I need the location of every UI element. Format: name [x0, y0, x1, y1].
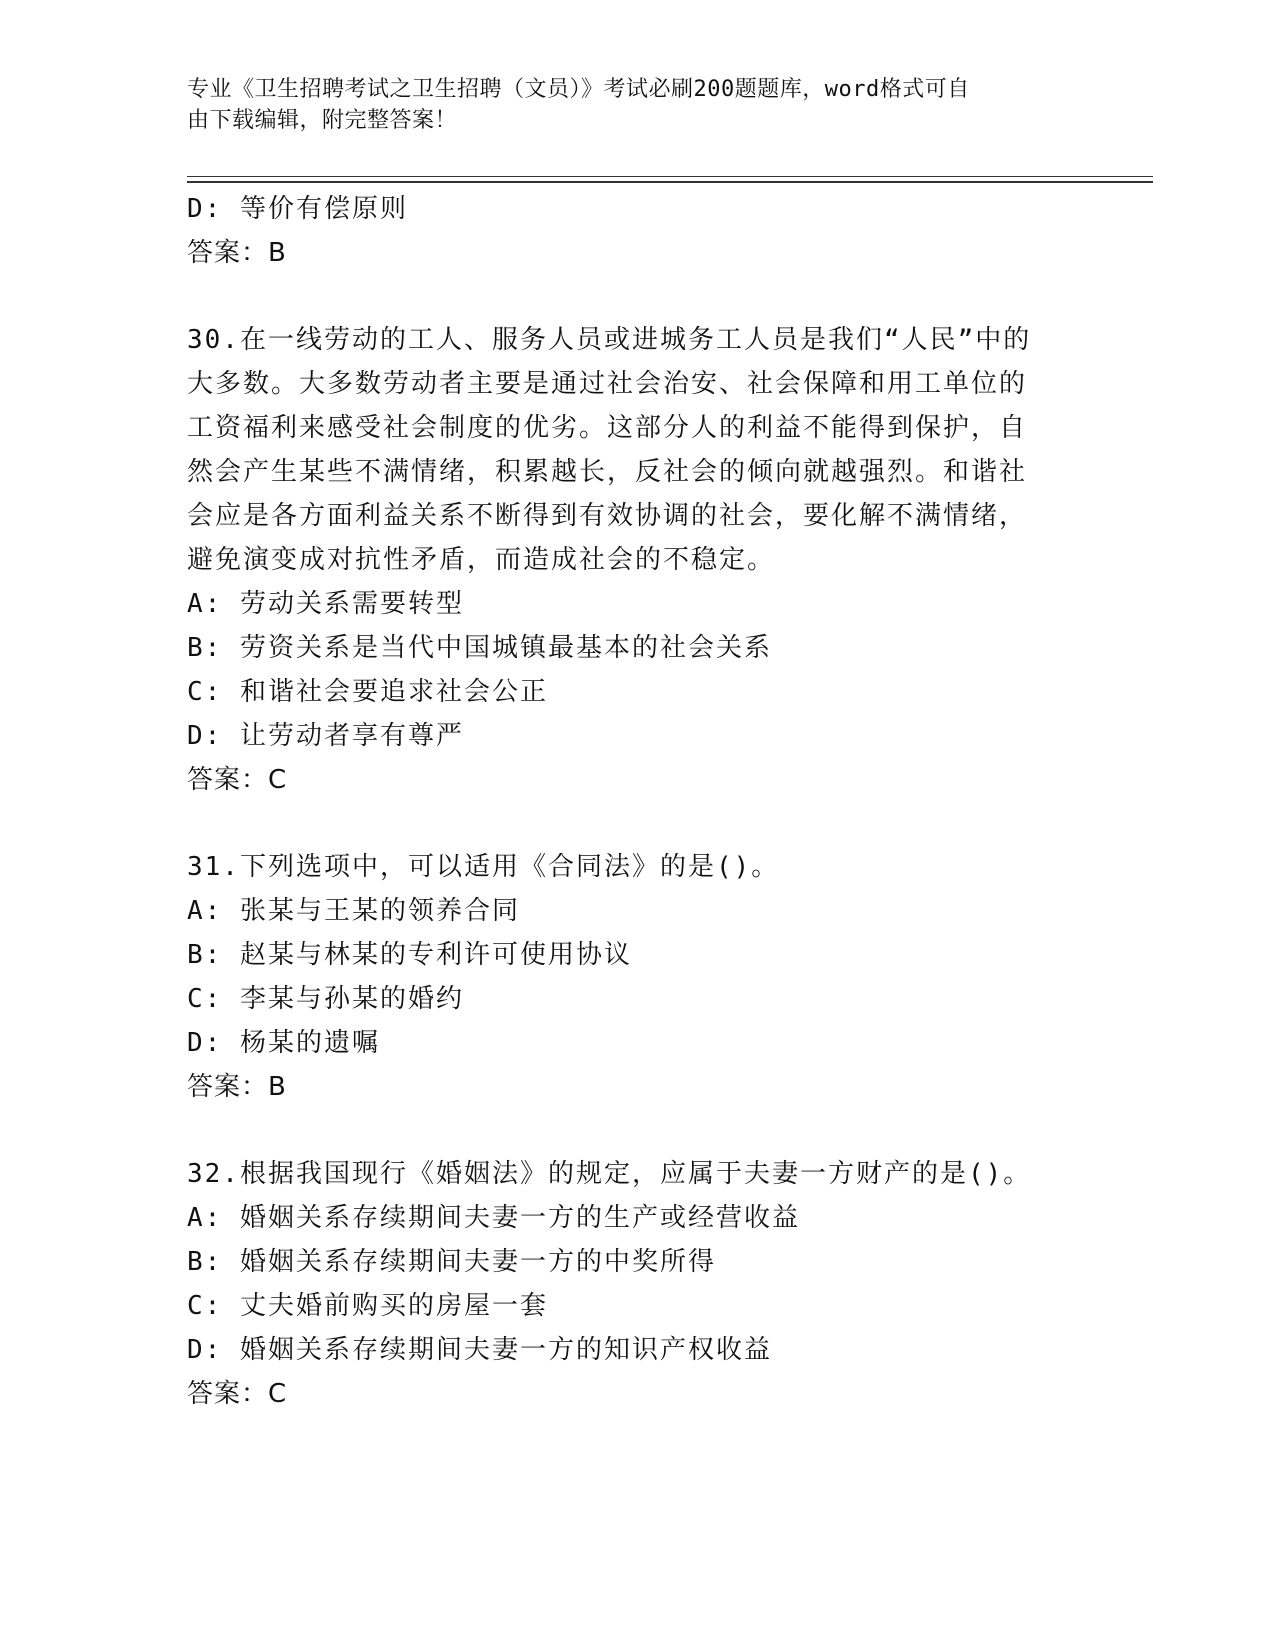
question-stem-line: 大多数。大多数劳动者主要是通过社会治安、社会保障和用工单位的	[187, 369, 1028, 399]
option-d: D: 杨某的遗嘱	[187, 1028, 380, 1058]
question-stem-line: 避免演变成对抗性矛盾，而造成社会的不稳定。	[187, 545, 776, 575]
option-b: B: 赵某与林某的专利许可使用协议	[187, 940, 632, 970]
answer-line: 答案：B	[187, 1072, 287, 1102]
option-a: A: 婚姻关系存续期间夫妻一方的生产或经营收益	[187, 1203, 800, 1233]
question-stem: 31.下列选项中，可以适用《合同法》的是()。	[187, 852, 780, 882]
option-c: C: 李某与孙某的婚约	[187, 984, 464, 1014]
option-c: C: 丈夫婚前购买的房屋一套	[187, 1291, 548, 1321]
question-stem: 32.根据我国现行《婚姻法》的规定，应属于夫妻一方财产的是()。	[187, 1159, 1032, 1189]
option-a: A: 劳动关系需要转型	[187, 589, 464, 619]
option-d: D: 婚姻关系存续期间夫妻一方的知识产权收益	[187, 1335, 772, 1365]
answer-line: 答案：C	[187, 1379, 288, 1409]
question-32	[187, 1152, 1087, 1416]
option-d: D: 等价有偿原则	[187, 194, 408, 224]
page-header	[187, 74, 1077, 136]
question-30	[187, 318, 1087, 802]
option-c: C: 和谐社会要追求社会公正	[187, 677, 548, 707]
answer-line: 答案：C	[187, 765, 288, 795]
header-line-2: 由下载编辑，附完整答案！	[187, 108, 458, 133]
option-d: D: 让劳动者享有尊严	[187, 721, 464, 751]
option-b: B: 劳资关系是当代中国城镇最基本的社会关系	[187, 633, 772, 663]
spacer	[187, 275, 1087, 318]
question-stem-line: 会应是各方面利益关系不断得到有效协调的社会，要化解不满情绪，	[187, 501, 1028, 531]
document-body	[187, 187, 1087, 1416]
question-stem-line: 工资福利来感受社会制度的优劣。这部分人的利益不能得到保护，自	[187, 413, 1028, 443]
answer-line: 答案：B	[187, 238, 287, 268]
option-b: B: 婚姻关系存续期间夫妻一方的中奖所得	[187, 1247, 716, 1277]
spacer	[187, 802, 1087, 845]
question-stem-line: 30.在一线劳动的工人、服务人员或进城务工人员是我们“人民”中的	[187, 325, 1032, 355]
header-divider-thin	[187, 176, 1153, 177]
question-31	[187, 845, 1087, 1109]
previous-question-tail	[187, 187, 1087, 275]
spacer	[187, 1109, 1087, 1152]
option-a: A: 张某与王某的领养合同	[187, 896, 520, 926]
question-stem-line: 然会产生某些不满情绪，积累越长，反社会的倾向就越强烈。和谐社	[187, 457, 1028, 487]
header-divider-thick	[187, 181, 1153, 183]
header-line-1: 专业《卫生招聘考试之卫生招聘（文员）》考试必刷200题题库，word格式可自	[187, 77, 970, 102]
